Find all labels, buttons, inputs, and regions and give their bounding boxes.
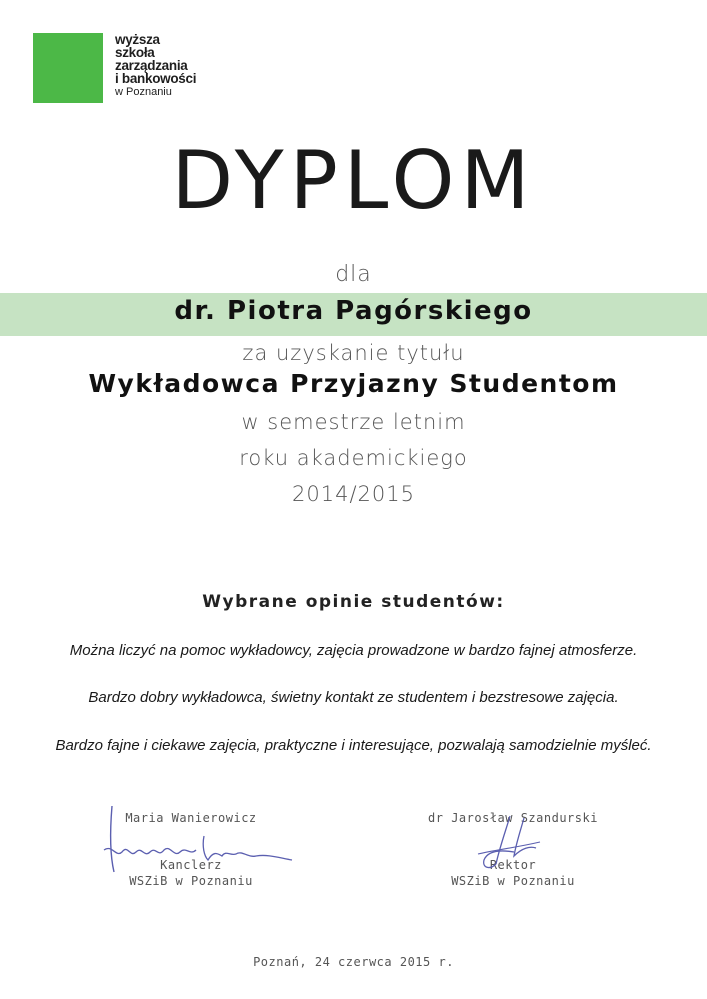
semester-text: w semestrze letnim xyxy=(241,410,466,434)
opinion-item: Bardzo fajne i ciekawe zajęcia, praktyczne i interesujące, pozwalają samodzielnie myśleć. xyxy=(55,737,652,754)
academic-year-label: roku akademickiego xyxy=(239,446,468,470)
logo-line-1: wyższa xyxy=(115,32,160,47)
signatory-org: WSZiB w Poznaniu xyxy=(451,874,575,888)
signatory-org: WSZiB w Poznaniu xyxy=(129,874,253,888)
handwritten-signature-right xyxy=(470,812,550,872)
diploma-title xyxy=(0,133,707,229)
academic-year: 2014/2015 xyxy=(292,482,415,506)
handwritten-signature-left xyxy=(100,800,300,880)
opinion-item: Można liczyć na pomoc wykładowcy, zajęcia prowadzone w bardzo fajnej atmosferze. xyxy=(69,642,638,659)
signatory-name: Maria Wanierowicz xyxy=(125,811,257,825)
signatory-role: Kanclerz xyxy=(160,858,222,872)
logo-line-2: szkoła xyxy=(115,45,155,60)
place-and-date: Poznań, 24 czerwca 2015 r. xyxy=(253,955,454,969)
for-label: dla xyxy=(335,262,372,287)
logo-text xyxy=(115,33,245,99)
logo-line-3: zarządzania xyxy=(115,58,188,73)
logo-green-square xyxy=(33,33,103,103)
signatory-name: dr Jarosław Szandurski xyxy=(428,811,598,825)
logo-city: w Poznaniu xyxy=(115,86,172,98)
logo-line-4: i bankowości xyxy=(115,71,197,86)
opinions-heading: Wybrane opinie studentów: xyxy=(202,592,505,612)
obtain-text: za uzyskanie tytułu xyxy=(242,341,465,365)
opinion-item: Bardzo dobry wykładowca, świetny kontakt ze studentem i bezstresowe zajęcia. xyxy=(88,689,619,706)
recipient-name: dr. Piotra Pagórskiego xyxy=(174,296,533,326)
diploma-title-text: DYPLOM xyxy=(171,134,536,227)
award-title: Wykładowca Przyjazny Studentom xyxy=(88,369,619,398)
signatory-role: Rektor xyxy=(489,858,537,872)
